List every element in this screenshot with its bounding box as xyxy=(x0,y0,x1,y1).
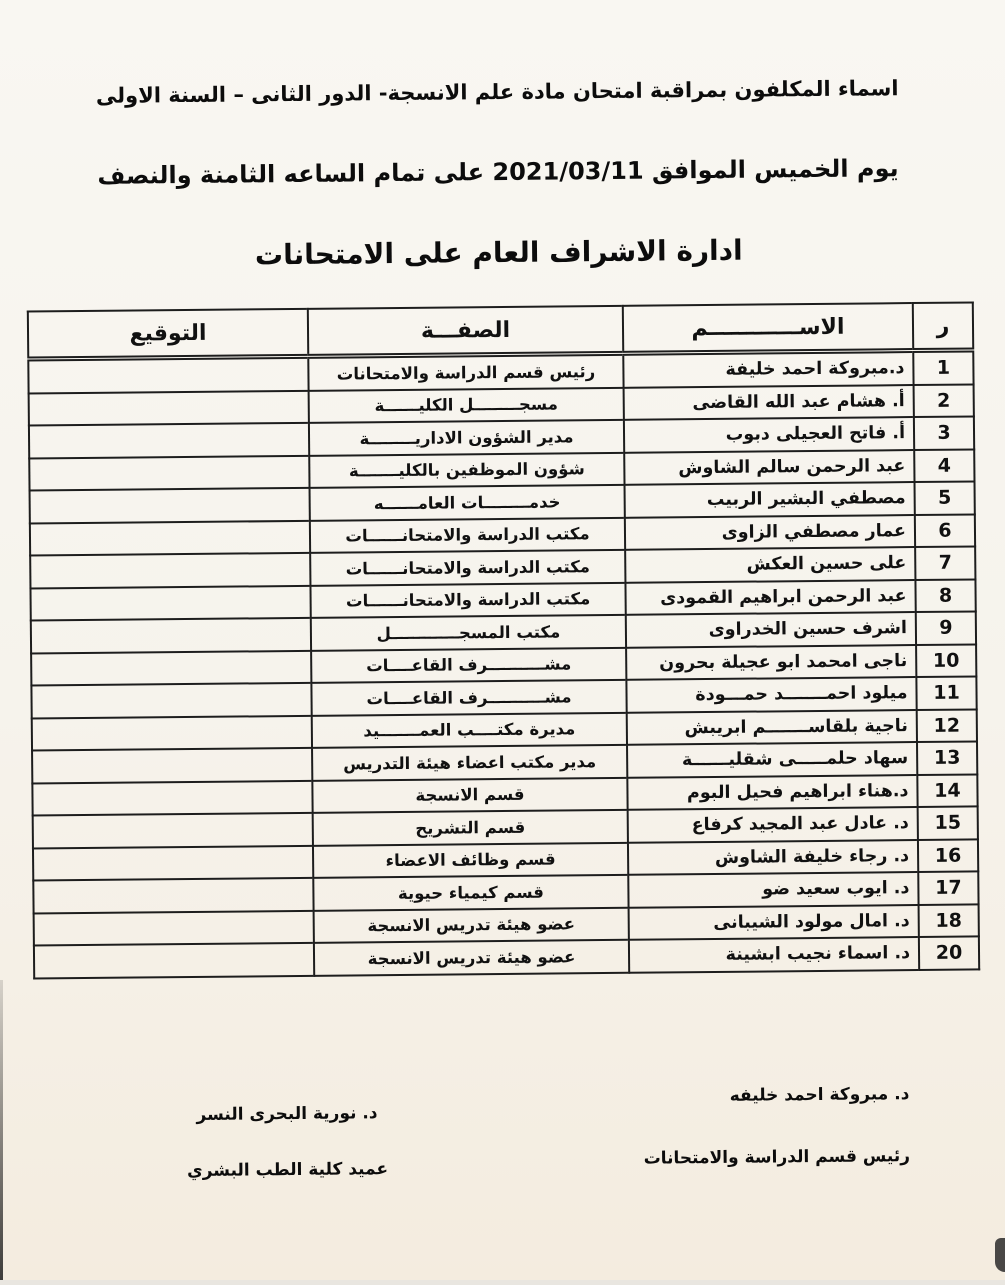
row-name: على حسين العكش xyxy=(625,547,915,582)
column-header-role: الصفـــة xyxy=(308,306,623,357)
row-role: مكتب الدراسة والامتحانــــــات xyxy=(310,517,625,553)
document-title-line1: اسماء المكلفون بمراقبة امتحان مادة علم الانسجة- الدور الثانى – السنة الاولى xyxy=(95,76,899,108)
row-number: 12 xyxy=(917,709,977,742)
row-number: 20 xyxy=(919,936,979,969)
row-name: عبد الرحمن سالم الشاوش xyxy=(624,450,914,485)
row-number: 4 xyxy=(914,449,974,482)
column-header-name: الاســــــــــــم xyxy=(623,303,913,353)
column-header-number: ر xyxy=(913,302,973,350)
row-name: أ. فاتح العجيلى دبوب xyxy=(624,417,914,452)
row-role: مكتب الدراسة والامتحانــــــات xyxy=(310,582,625,618)
row-signature xyxy=(34,943,314,978)
row-role: رئيس قسم الدراسة والامتحانات xyxy=(308,353,623,390)
row-role: مكتب المسجــــــــــــل xyxy=(311,615,626,651)
row-role: خدمــــــــات العامــــــه xyxy=(310,485,625,521)
row-name: مصطفي البشير الربيب xyxy=(625,482,915,517)
row-signature xyxy=(34,910,314,945)
row-name: عمار مصطفي الزاوى xyxy=(625,515,915,550)
row-number: 14 xyxy=(917,774,977,807)
column-header-signature: التوقيع xyxy=(28,309,308,359)
left-signatory-name: د. نورية البحرى النسر xyxy=(196,1103,378,1125)
row-role: مديرة مكتــــب العمـــــــيد xyxy=(312,712,627,748)
row-signature xyxy=(29,455,309,490)
row-signature xyxy=(29,423,309,458)
row-number: 13 xyxy=(917,741,977,774)
row-role: عضو هيئة تدريس الانسجة xyxy=(314,940,629,976)
row-role: قسم الانسجة xyxy=(312,777,627,813)
row-number: 1 xyxy=(913,350,973,385)
right-signatory-name: د. مبروكة احمد خليفه xyxy=(729,1084,910,1106)
row-role: مدير الشؤون الاداريــــــــة xyxy=(309,420,624,456)
right-signatory-title: رئيس قسم الدراسة والامتحانات xyxy=(643,1146,911,1169)
row-number: 15 xyxy=(918,806,978,839)
row-name: اشرف حسين الخدراوى xyxy=(626,612,916,647)
row-name: د. رجاء خليفة الشاوش xyxy=(628,840,918,875)
row-role: قسم كيمياء حيوية xyxy=(313,875,628,911)
row-role: مدير مكتب اعضاء هيئة التدريس xyxy=(312,745,627,781)
row-number: 6 xyxy=(915,514,975,547)
scan-mark-artifact-right xyxy=(995,1238,1005,1272)
row-name: د. ايوب سعيد ضو xyxy=(628,872,918,907)
row-number: 2 xyxy=(914,384,974,417)
row-name: ناجية بلقاســـــــم ابريبش xyxy=(627,710,917,745)
row-number: 11 xyxy=(916,676,976,709)
row-number: 9 xyxy=(916,611,976,644)
row-name: أ. هشام عبد الله القاضى xyxy=(624,385,914,420)
document-title-line3: ادارة الاشراف العام على الامتحانات xyxy=(254,233,743,272)
row-role: قسم التشريح xyxy=(313,810,628,846)
row-signature xyxy=(33,878,313,913)
row-role: مكتب الدراسة والامتحانــــــات xyxy=(310,550,625,586)
row-role: مسجــــــــل الكليــــــة xyxy=(309,387,624,423)
row-signature xyxy=(32,780,312,815)
row-signature xyxy=(30,585,310,620)
row-number: 10 xyxy=(916,644,976,677)
row-signature xyxy=(31,618,311,653)
row-name: سهاد حلمـــــى شقليــــــة xyxy=(627,742,917,777)
row-signature xyxy=(31,650,311,685)
row-signature xyxy=(31,683,311,718)
row-name: ناجى امحمد ابو عجيلة بحرون xyxy=(626,645,916,680)
row-role: شؤون الموظفين بالكليـــــــة xyxy=(309,452,624,488)
row-number: 7 xyxy=(915,546,975,579)
left-signatory-title: عميد كلية الطب البشري xyxy=(186,1159,389,1182)
row-number: 18 xyxy=(919,904,979,937)
document-title-line2: يوم الخميس الموافق 2021/03/11 على تمام الساعه الثامنة والنصف xyxy=(97,154,899,190)
row-number: 5 xyxy=(915,481,975,514)
row-name: د.هناء ابراهيم فحيل البوم xyxy=(627,775,917,810)
row-signature xyxy=(29,390,309,425)
row-name: ميلود احمـــــــد حمـــودة xyxy=(626,677,916,712)
row-name: د. عادل عبد المجيد كرفاع xyxy=(628,807,918,842)
row-number: 3 xyxy=(914,416,974,449)
signature-block-right xyxy=(589,1084,910,1169)
row-role: قسم وظائف الاعضاء xyxy=(313,842,628,878)
row-signature xyxy=(30,553,310,588)
scan-edge-artifact-left xyxy=(0,980,3,1280)
row-signature xyxy=(33,845,313,880)
row-number: 17 xyxy=(918,871,978,904)
signature-block-left xyxy=(164,1103,410,1181)
row-name: د.مبروكة احمد خليفة xyxy=(623,351,913,388)
row-name: عبد الرحمن ابراهيم القمودى xyxy=(625,580,915,615)
row-role: مشــــــــــرف القاعــــات xyxy=(311,647,626,683)
row-signature xyxy=(28,356,308,393)
row-signature xyxy=(33,813,313,848)
row-role: عضو هيئة تدريس الانسجة xyxy=(314,907,629,943)
row-name: د. اسماء نجيب ابشينة xyxy=(629,937,919,972)
proctors-table xyxy=(27,301,980,979)
row-signature xyxy=(32,748,312,783)
row-signature xyxy=(32,715,312,750)
row-number: 8 xyxy=(915,579,975,612)
row-signature xyxy=(30,520,310,555)
row-number: 16 xyxy=(918,839,978,872)
table-body xyxy=(28,350,979,978)
row-role: مشــــــــــرف القاعــــات xyxy=(311,680,626,716)
row-signature xyxy=(30,488,310,523)
row-name: د. امال مولود الشيبانى xyxy=(629,905,919,940)
